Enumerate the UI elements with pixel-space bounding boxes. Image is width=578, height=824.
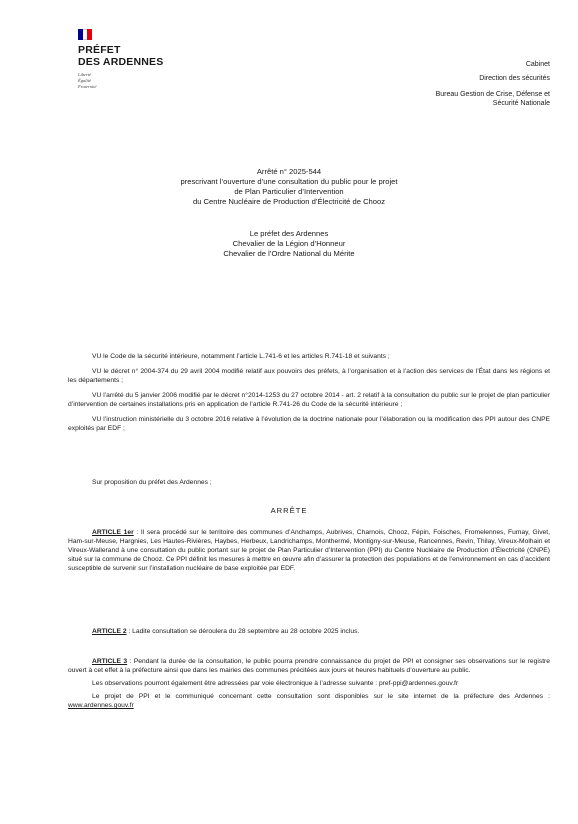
motto-fraternite: Fraternité [78,84,97,89]
service-bureau [436,90,550,108]
article-3-website [68,692,550,710]
decree-subject-line3: du Centre Nucléaire de Production d’Électricité de Chooz [192,197,386,206]
article-1-text: : Il sera procédé sur le territoire des communes d’Anchamps, Aubrives, Charnois, Chooz, Fépin, Foisches, Fromelennes, Fumay, Givet, Ham-sur-Meuse, Hargnies, Les Hautes-Rivières, Haybes, Herbeux, Landrichamps, Monthermé, Montigny-sur-Meuse, Rancennes, Revin, Thilay, Vireux-Molhain et Vireux-Wallerand à une consultation du public portant sur le projet de Plan Particulier d’Intervention (PPI) du Centre Nucléaire de Production d’Électricité (CNPE) situé sur la commune de Chooz. Ce PPI définit les mesures à mettre en œuvre afin d’assurer la protection des populations et de l’environnement en cas d’accident susceptible de survenir sur l’installation nucléaire de base exploitée par EDF. [68,529,550,572]
republic-motto [78,72,97,90]
visas [68,352,550,433]
service-direction: Direction des sécurités [479,75,550,82]
article-1 [68,528,550,573]
prefect-honour-1: Chevalier de la Légion d’Honneur [232,239,346,248]
visa-decret-2004: VU le décret n° 2004-374 du 29 avril 2004 modifié relatif aux pouvoirs des préfets, à l’organisation et à l’action des services de l’État dans les régions et les départements ; [68,368,550,384]
article-2-text: : Ladite consultation se déroulera du 28 septembre au 28 octobre 2025 inclus. [126,628,360,635]
visa-arrete-2006: VU l’arrêté du 5 janvier 2006 modifié par le décret n°2014-1253 du 27 octobre 2014 - art. 2 relatif à la consultation du public sur le projet de plan particulier d’intervention de certaines installations pris en application de l’article R.741-26 du Code de la sécurité intérieure ; [68,392,550,408]
article-2-label: ARTICLE 2 [92,628,127,635]
decree-number: Arrêté n° 2025-544 [256,167,322,176]
prefect-honour-2: Chevalier de l’Ordre National du Mérite [223,249,355,258]
decree-title [0,167,578,207]
article-3 [68,657,550,710]
prefecture-name-line1: PRÉFET [78,44,121,56]
service-cabinet: Cabinet [525,61,550,68]
prefect-block [0,229,578,259]
prefecture-name [78,44,163,68]
motto-egalite: Égalité [78,78,91,83]
marianne-logo-flag [78,29,92,40]
motto-liberte: Liberté [78,72,91,77]
decree-subject-line1: prescrivant l’ouverture d’une consultation du public pour le projet [180,177,398,186]
arrete-heading: ARRÊTE [270,506,308,515]
article-1-label: ARTICLE 1er [92,529,134,536]
visa-code-securite: VU le Code de la sécurité intérieure, notamment l’article L.741-6 et les articles R.741-18 et suivants ; [92,353,390,360]
prefect-title: Le préfet des Ardennes [249,229,329,238]
article-3-text: : Pendant la durée de la consultation, le public pourra prendre connaissance du projet de PPI et consigner ses observations sur le registre ouvert à cet effet à la préfecture ainsi que dans les mairies des communes précitées aux jours et heures habituels d’ouverture au public. [68,658,550,674]
visa-instruction-2016: VU l’instruction ministérielle du 3 octobre 2016 relative à l’évolution de la doctrine nationale pour l’élaboration ou la modification des PPI autour des CNPE exploités par EDF ; [68,416,550,432]
article-2 [68,627,550,636]
article-3-label: ARTICLE 3 [92,658,128,665]
service-bureau-line2: Sécurité Nationale [492,100,550,107]
proposition-text: Sur proposition du préfet des Ardennes ; [92,479,212,486]
prefecture-name-line2: DES ARDENNES [78,56,164,68]
article-3-email: Les observations pourront également être adressées par voie électronique à l’adresse suivante : pref-ppi@ardennes.gouv.fr [92,680,459,687]
proposition [68,478,550,487]
decree-subject-line2: de Plan Particulier d’Intervention [234,187,344,196]
service-bureau-line1: Bureau Gestion de Crise, Défense et [435,91,550,98]
prefecture-website-link[interactable]: www.ardennes.gouv.fr [68,702,134,709]
article-3-website-text: Le projet de PPI et le communiqué concernant cette consultation sont disponibles sur le site internet de la préfecture des Ardennes : [92,693,550,700]
flag-red [87,29,92,40]
